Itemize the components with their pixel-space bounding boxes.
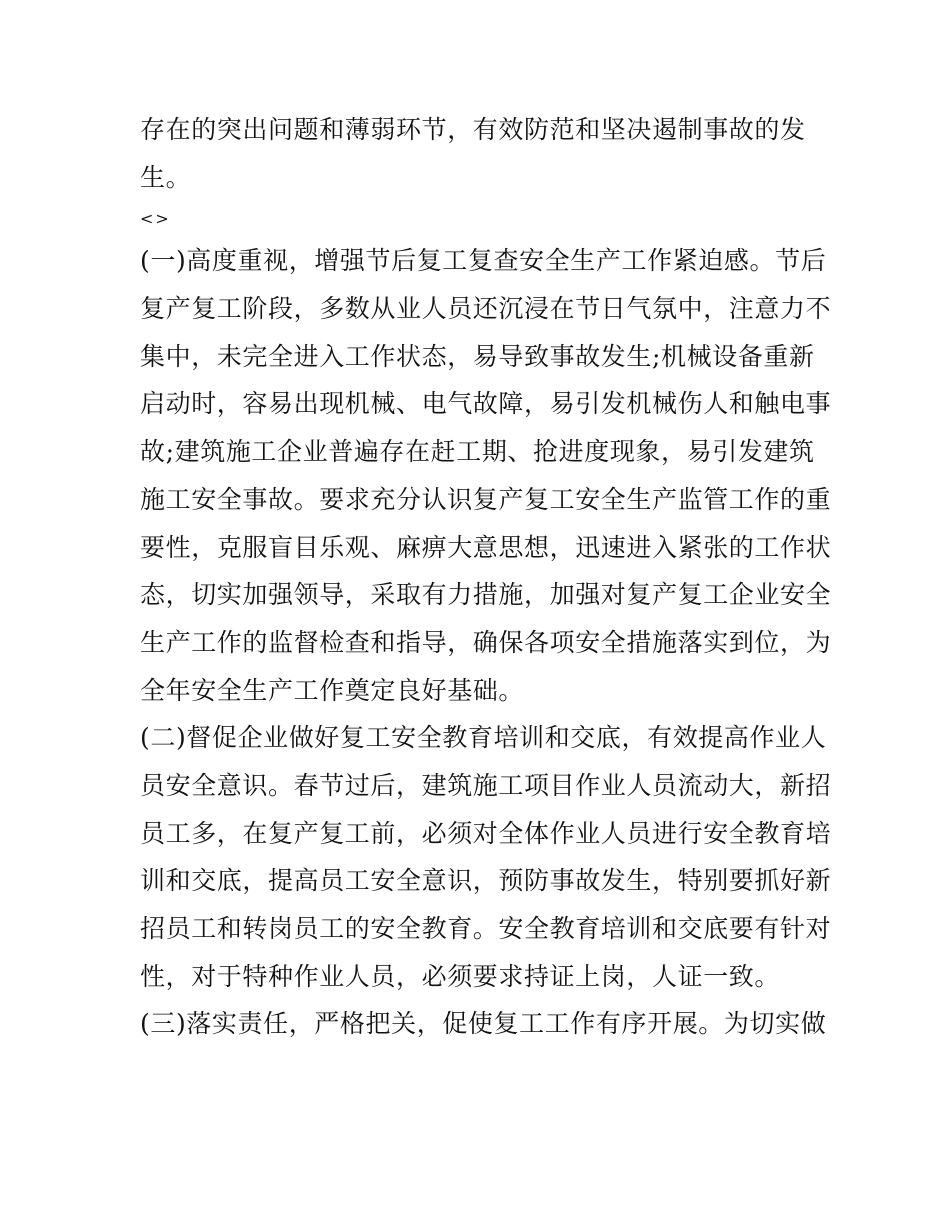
text-line: 要性，克服盲目乐观、麻痹大意思想，迅速进入紧张的工作状 xyxy=(140,532,832,562)
document-page xyxy=(140,106,832,1048)
section-3-heading-line: (三)落实责任，严格把关，促使复工工作有序开展。为切实做 xyxy=(140,1009,827,1039)
text-line: 员工多，在复产复工前，必须对全体作业人员进行安全教育培 xyxy=(140,818,832,848)
text-line: 招员工和转岗员工的安全教育。安全教育培训和交底要有针对 xyxy=(140,914,832,943)
text-line: 存在的突出问题和薄弱环节，有效防范和坚决遏制事故的发 xyxy=(140,115,806,144)
text-line: 员安全意识。春节过后，建筑施工项目作业人员流动大，新招 xyxy=(140,770,832,800)
text-line: 复产复工阶段，多数从业人员还沉浸在节日气氛中，注意力不 xyxy=(140,294,832,324)
text-line: 集中，未完全进入工作状态，易导致事故发生;机械设备重新 xyxy=(140,341,815,371)
text-line: 训和交底，提高员工安全意识，预防事故发生，特别要抓好新 xyxy=(140,866,832,896)
text-line: 启动时，容易出现机械、电气故障，易引发机械伤人和触电事 xyxy=(140,389,832,419)
section-1-heading-line: (一)高度重视，增强节后复工复查安全生产工作紧迫感。节后 xyxy=(140,246,827,276)
text-line: 生产工作的监督检查和指导，确保各项安全措施落实到位，为 xyxy=(140,627,832,657)
text-line: 故;建筑施工企业普遍存在赶工期、抢进度现象，易引发建筑 xyxy=(140,437,815,467)
text-line: 态，切实加强领导，采取有力措施，加强对复产复工企业安全 xyxy=(140,580,832,610)
text-line: 生。 xyxy=(140,162,192,192)
text-line: 性，对于特种作业人员，必须要求持证上岗，人证一致。 xyxy=(140,961,781,991)
placeholder-marker: <> xyxy=(140,209,171,229)
section-2-heading-line: (二)督促企业做好复工安全教育培训和交底，有效提高作业人 xyxy=(140,723,827,753)
text-line: 全年安全生产工作奠定良好基础。 xyxy=(140,675,525,705)
text-line: 施工安全事故。要求充分认识复产复工安全生产监管工作的重 xyxy=(140,484,832,514)
